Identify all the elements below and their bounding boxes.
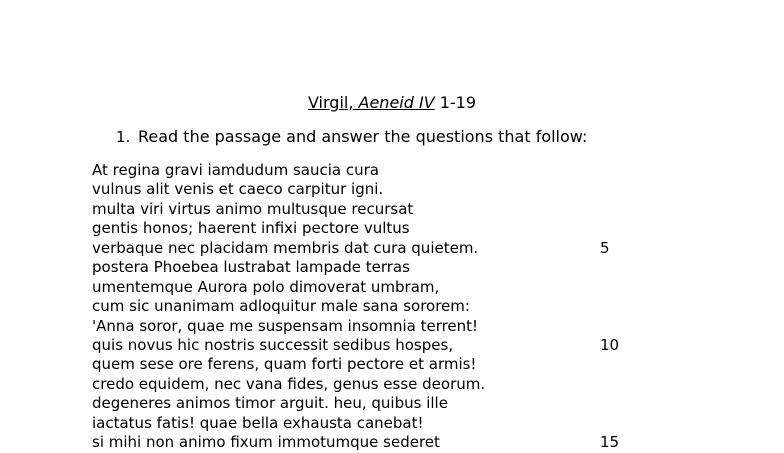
passage-line xyxy=(92,317,692,336)
passage-line xyxy=(92,239,692,258)
line-number: 15 xyxy=(600,433,620,452)
passage-line-text: multa viri virtus animo multusque recursat xyxy=(92,199,414,218)
passage-line-text: cum sic unanimam adloquitur male sana sororem: xyxy=(92,297,470,316)
passage-line xyxy=(92,180,692,199)
passage-line-text: degeneres animos timor arguit. heu, quibus ille xyxy=(92,394,448,413)
question-number: 1. xyxy=(116,128,131,146)
question-prompt xyxy=(116,126,587,148)
passage-line xyxy=(92,200,692,219)
passage-line-text: credo equidem, nec vana fides, genus esse deorum. xyxy=(92,374,486,393)
passage-line xyxy=(92,336,692,355)
passage-line xyxy=(92,219,692,238)
passage-line-text: vulnus alit venis et caeco carpitur igni. xyxy=(92,180,384,199)
passage-line-text: quis novus hic nostris successit sedibus hospes, xyxy=(92,335,454,354)
title-author: Virgil, xyxy=(307,93,359,112)
passage-line xyxy=(92,414,692,433)
passage-line-text: postera Phoebea lustrabat lampade terras xyxy=(92,258,410,277)
passage-line-text: umentemque Aurora polo dimoverat umbram, xyxy=(92,277,440,296)
passage-line-text: iactatus fatis! quae bella exhausta canebat! xyxy=(92,413,424,432)
passage-line xyxy=(92,394,692,413)
question-text: Read the passage and answer the questions that follow: xyxy=(138,127,588,146)
passage-line xyxy=(92,433,692,452)
passage-line xyxy=(92,161,692,180)
line-number: 5 xyxy=(600,238,610,257)
passage-line-text: 'Anna soror, quae me suspensam insomnia terrent! xyxy=(92,316,479,335)
latin-passage xyxy=(92,161,692,453)
passage-line-text: si mihi non animo fixum immotumque sederet xyxy=(92,433,440,452)
passage-line-text: gentis honos; haerent infixi pectore vultus xyxy=(92,219,410,238)
passage-line xyxy=(92,375,692,394)
title-line-range: 1-19 xyxy=(434,93,477,112)
passage-line xyxy=(92,278,692,297)
line-number: 10 xyxy=(600,335,620,354)
passage-line xyxy=(92,355,692,374)
title-underlined xyxy=(308,93,435,112)
document-title xyxy=(0,92,784,114)
passage-line xyxy=(92,297,692,316)
passage-line-text: verbaque nec placidam membris dat cura quietem. xyxy=(92,238,479,257)
passage-line xyxy=(92,258,692,277)
passage-line-text: quem sese ore ferens, quam forti pectore et armis! xyxy=(92,355,477,374)
passage-line-text: At regina gravi iamdudum saucia cura xyxy=(92,161,379,179)
title-work: Aeneid IV xyxy=(358,93,435,112)
